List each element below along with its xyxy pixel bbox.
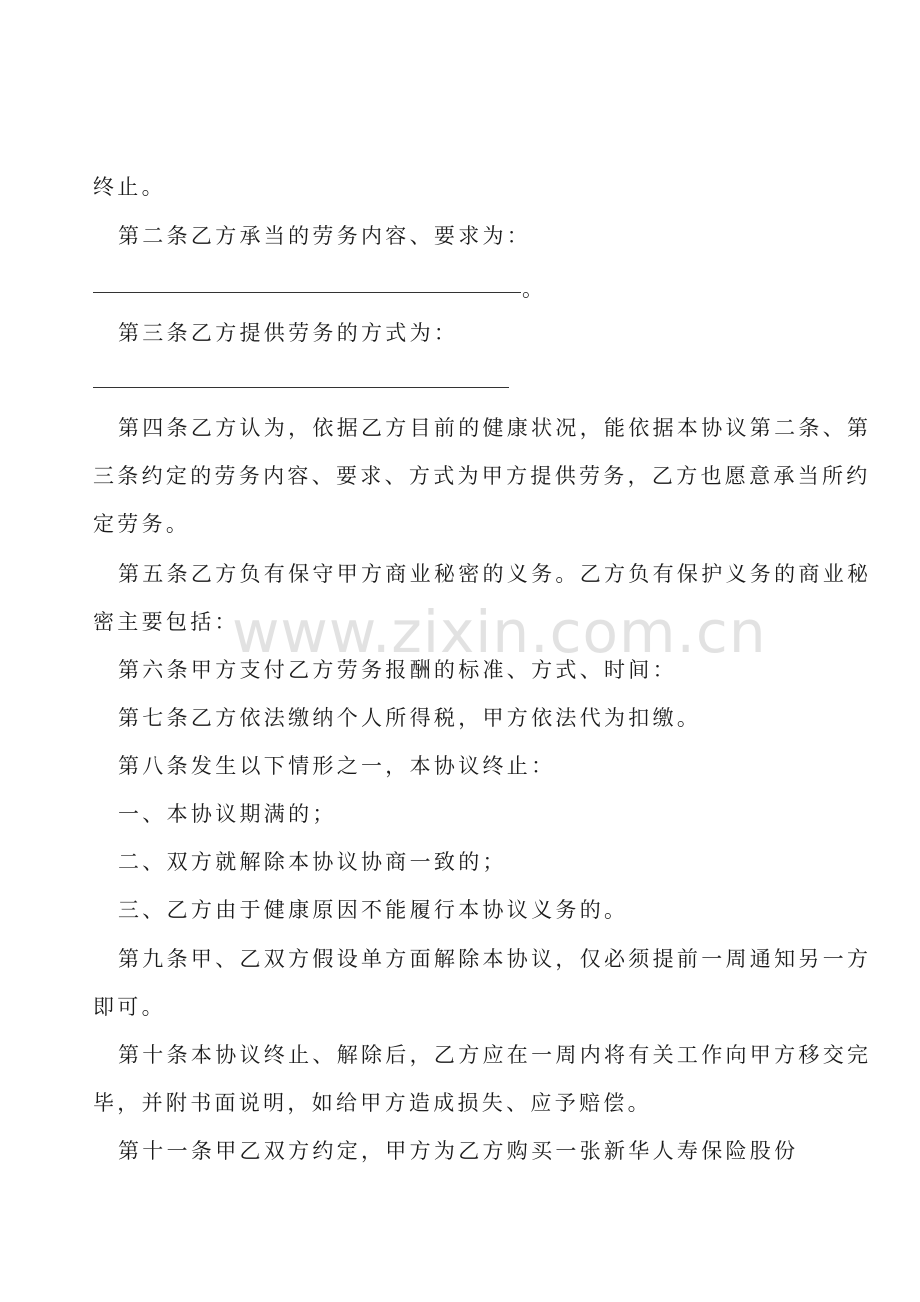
article-5-line-2: 密主要包括： [93, 610, 239, 634]
article-9-line-2: 即可。 [93, 995, 166, 1019]
article-4-line-1: 第四条乙方认为，依据乙方目前的健康状况，能依据本协议第二条、第 [118, 416, 872, 440]
article-8: 第八条发生以下情形之一，本协议终止： [118, 754, 556, 778]
article-9-line-1: 第九条甲、乙双方假设单方面解除本协议，仅必须提前一周通知另一方 [118, 947, 872, 971]
blank-period: 。 [522, 277, 543, 301]
article-3-heading: 第三条乙方提供劳务的方式为： [118, 321, 459, 345]
fill-in-blank-line [93, 292, 521, 293]
article-10-line-1: 第十条本协议终止、解除后，乙方应在一周内将有关工作向甲方移交完 [118, 1043, 872, 1067]
article-4-line-2: 三条约定的劳务内容、要求、方式为甲方提供劳务，乙方也愿意承当所约 [93, 464, 871, 488]
article-2-heading: 第二条乙方承当的劳务内容、要求为： [118, 224, 532, 248]
article-7: 第七条乙方依法缴纳个人所得税，甲方依法代为扣缴。 [118, 706, 702, 730]
watermark: www.zixin.com.cn [232, 598, 767, 666]
article-11-line-1: 第十一条甲乙双方约定，甲方为乙方购买一张新华人寿保险股份 [118, 1139, 799, 1163]
article-6: 第六条甲方支付乙方劳务报酬的标准、方式、时间： [118, 658, 677, 682]
article-5-line-1: 第五条乙方负有保守甲方商业秘密的义务。乙方负有保护义务的商业秘 [118, 562, 872, 586]
article-8-item-3: 三、乙方由于健康原因不能履行本协议义务的。 [118, 898, 629, 922]
article-10-line-2: 毕，并附书面说明，如给甲方造成损失、应予赔偿。 [93, 1091, 652, 1115]
article-4-line-3: 定劳务。 [93, 512, 191, 536]
article-8-item-1: 一、本协议期满的； [118, 802, 337, 826]
article-8-item-2: 二、双方就解除本协议协商一致的； [118, 850, 507, 874]
fill-in-blank-line [93, 387, 509, 388]
paragraph-line: 终止。 [93, 175, 166, 199]
